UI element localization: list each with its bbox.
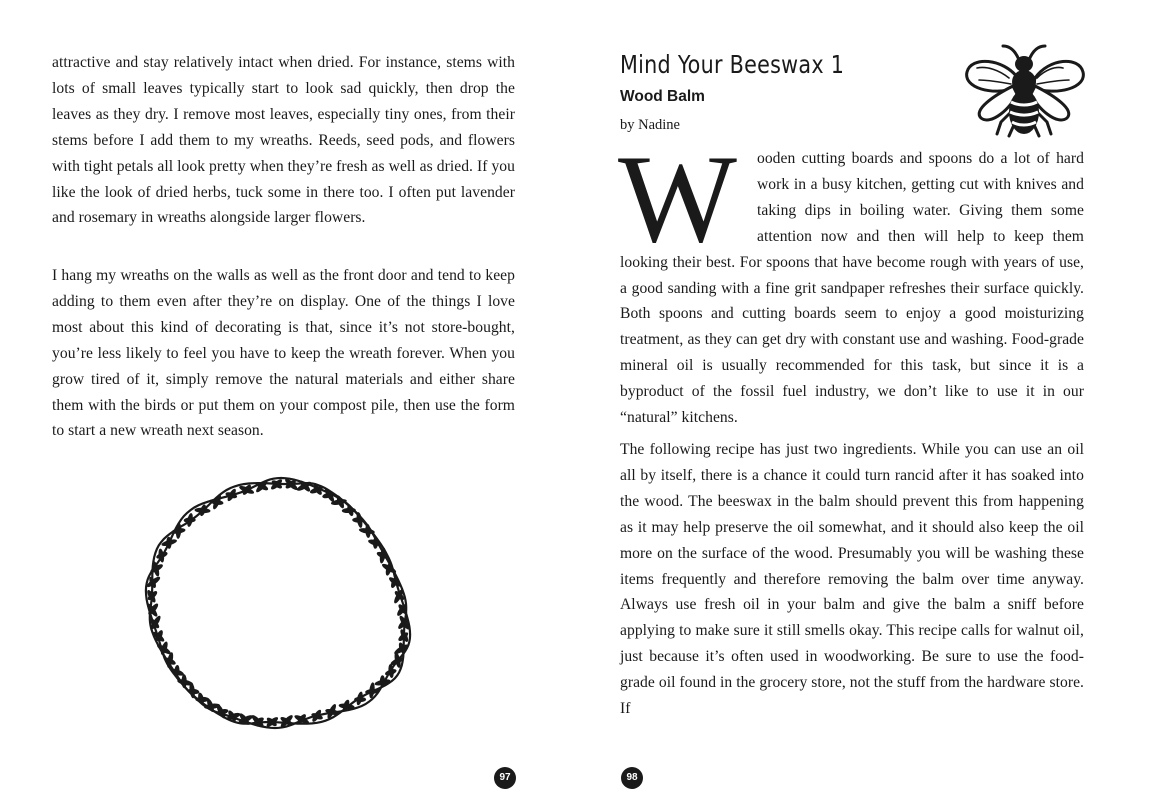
left-paragraph-2: I hang my wreaths on the walls as well as the front door and tend to keep adding to them even after they’re on display. One of the things I love most about this kind of decorating is that, since it’s not store-bought, you’re less likely to feel you have to keep the wreath forever. When you grow tired of it, simply remove the natural materials and either share them with the birds or put them on your compost pile, then use the form to start a new wreath next season. <box>52 267 515 440</box>
right-paragraph-2: The following recipe has just two ingredients. While you can use an oil all by itself, there is a chance it could turn rancid after it has soaked into the wood. The beeswax in the balm should prevent this from happening as it may help preserve the oil somewhat, and it should also keep the oil more on the surface of the wood. Presumably you will be washing these items frequently and therefore removing the balm over time anyway. Always use fresh oil in your balm and give the balm a sniff before applying to make sure it still smells okay. This recipe calls for walnut oil, just because it’s often used in woodworking. Be sure to use the food-grade oil found in the grocery store, not the stuff from the hardware store. If <box>620 441 1084 718</box>
right-paragraph-1-text: ooden cutting boards and spoons do a lot of hard work in a busy kitchen, getting cut with knives and taking dips in boiling water. Giving them some attention now and then will help to keep them looking their best. For spoons that have become rough with years of use, a good sanding with a fine grit sandpaper refreshes their surface quickly. Both spoons and cutting boards seem to enjoy a good moisturizing treatment, as they can get dry with constant use and washing. Food-grade mineral oil is usually recommended for this task, but since it is a byproduct of the fossil fuel industry, we don’t like to use it in our “natural” kitchens. <box>620 150 1084 427</box>
leaf-wreath-icon <box>132 462 432 754</box>
drop-cap: W <box>618 130 737 269</box>
left-paragraph-1: attractive and stay relatively intact when dried. For instance, stems with lots of small leaves typically start to look sad quickly, then drop the leaves as they dry. I remove most leaves, especially tiny ones, from their stems before I add them to my wreaths. Reeds, seed pods, and flowers with tight petals all look pretty when they’re fresh as well as dried. If you like the look of dried herbs, tuck some in there too. I often put lavender and rosemary in wreaths alongside larger flowers. <box>52 54 515 227</box>
left-page <box>0 0 575 798</box>
article-byline: by Nadine <box>620 117 680 133</box>
article-subtitle: Wood Balm <box>620 88 705 105</box>
page-number-right: 98 <box>621 767 643 789</box>
right-page <box>575 0 1151 798</box>
bee-icon <box>963 38 1085 142</box>
article-title: Mind Your Beeswax 1 <box>620 50 845 79</box>
page-number-left: 97 <box>494 767 516 789</box>
right-paragraph-1 <box>618 130 1084 431</box>
